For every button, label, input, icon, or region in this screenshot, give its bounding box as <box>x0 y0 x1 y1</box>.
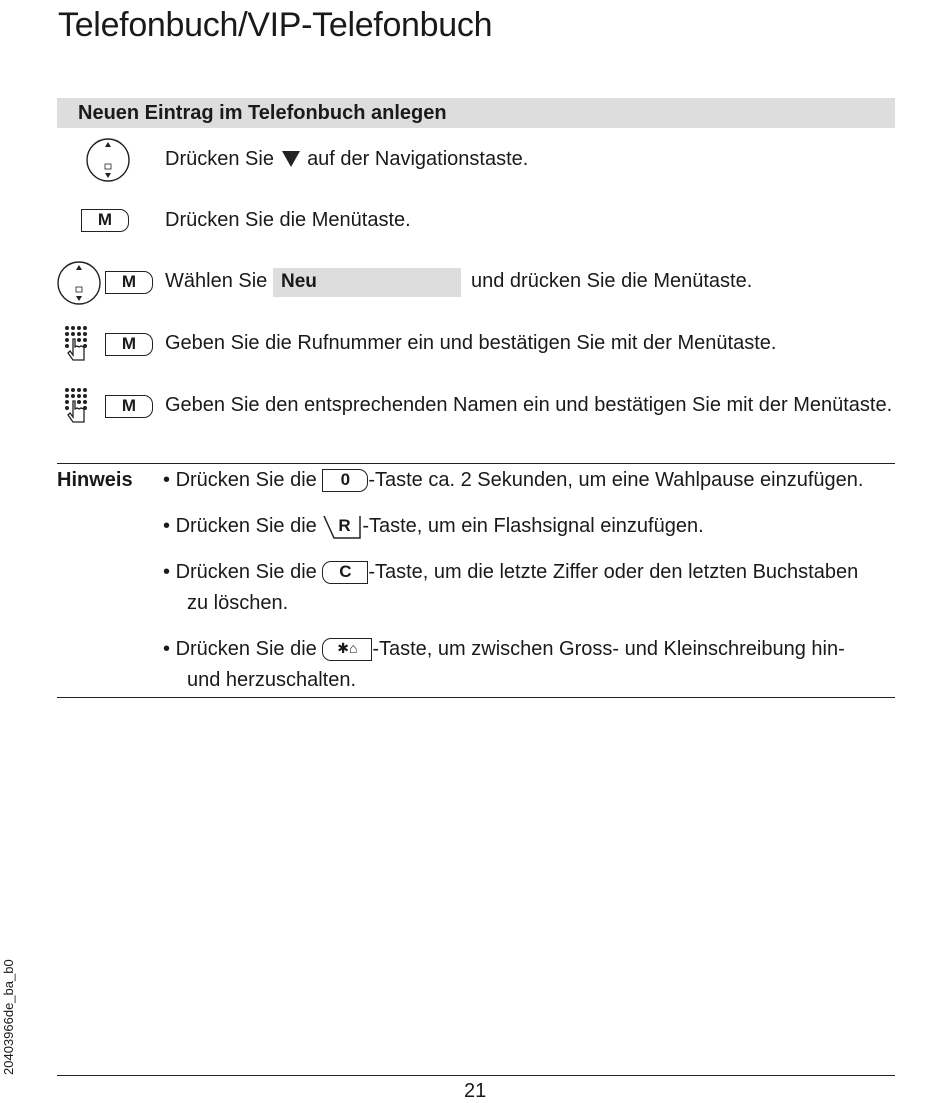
footer-rule <box>57 1075 895 1076</box>
note-bullet <box>163 634 845 665</box>
document-code: 20403966de_ba_b0 <box>1 959 16 1075</box>
bullet-icon: • <box>163 515 171 537</box>
bullet-pre: Drücken Sie die <box>175 638 317 660</box>
zero-key-icon: 0 <box>322 469 368 492</box>
navigation-key-icon <box>56 260 102 306</box>
bullet-post: -Taste, um zwischen Gross- und Kleinschreibung hin- <box>372 638 845 660</box>
flash-key-label: R <box>338 515 351 535</box>
step-3-text-before: Wählen Sie <box>165 270 268 292</box>
page-title: Telefonbuch/VIP-Telefonbuch <box>58 6 493 44</box>
note-bullet <box>163 511 704 542</box>
page-number: 21 <box>464 1080 487 1102</box>
bullet-continuation: und herzuschalten. <box>187 669 357 691</box>
navigation-key-icon <box>85 137 131 183</box>
menu-key-icon: M <box>105 271 153 294</box>
bullet-post: -Taste, um die letzte Ziffer oder den letzten Buchstaben <box>368 561 859 583</box>
note-bullet <box>163 557 858 588</box>
clear-key-icon: C <box>322 561 368 584</box>
step-4-text: Geben Sie die Rufnummer ein und bestätigen Sie mit der Menütaste. <box>165 332 777 354</box>
bullet-pre: Drücken Sie die <box>175 469 317 491</box>
note-top-rule <box>57 463 895 464</box>
display-text: Neu <box>281 271 317 292</box>
section-title: Neuen Eintrag im Telefonbuch anlegen <box>78 102 447 124</box>
menu-key-icon: M <box>105 395 153 418</box>
note-bullet <box>163 465 863 496</box>
step-3-text-after: und drücken Sie die Menütaste. <box>471 270 753 292</box>
step-1-text-after: auf der Navigationstaste. <box>307 148 529 170</box>
bullet-post: -Taste ca. 2 Sekunden, um eine Wahlpause einzufügen. <box>368 469 864 491</box>
step-2-text: Drücken Sie die Menütaste. <box>165 209 411 231</box>
note-bottom-rule <box>57 697 895 698</box>
note-label: Hinweis <box>57 469 133 491</box>
star-key-icon: ✱⌂ <box>322 638 372 661</box>
bullet-continuation: zu löschen. <box>187 592 289 614</box>
bullet-icon: • <box>163 561 171 583</box>
bullet-post: -Taste, um ein Flashsignal einzufügen. <box>362 515 704 537</box>
bullet-pre: Drücken Sie die <box>175 561 317 583</box>
step-1-text-before: Drücken Sie <box>165 148 274 170</box>
menu-key-icon: M <box>105 333 153 356</box>
menu-key-icon: M <box>81 209 129 232</box>
step-5-text: Geben Sie den entsprechenden Namen ein und bestätigen Sie mit der Menütaste. <box>165 394 893 416</box>
bullet-pre: Drücken Sie die <box>175 515 317 537</box>
step-1-text <box>165 148 528 171</box>
flash-key-icon <box>322 514 362 540</box>
keypad-icon <box>62 325 90 361</box>
bullet-icon: • <box>163 469 171 491</box>
keypad-icon <box>62 387 90 423</box>
bullet-icon: • <box>163 638 171 660</box>
down-triangle-icon <box>282 151 300 167</box>
